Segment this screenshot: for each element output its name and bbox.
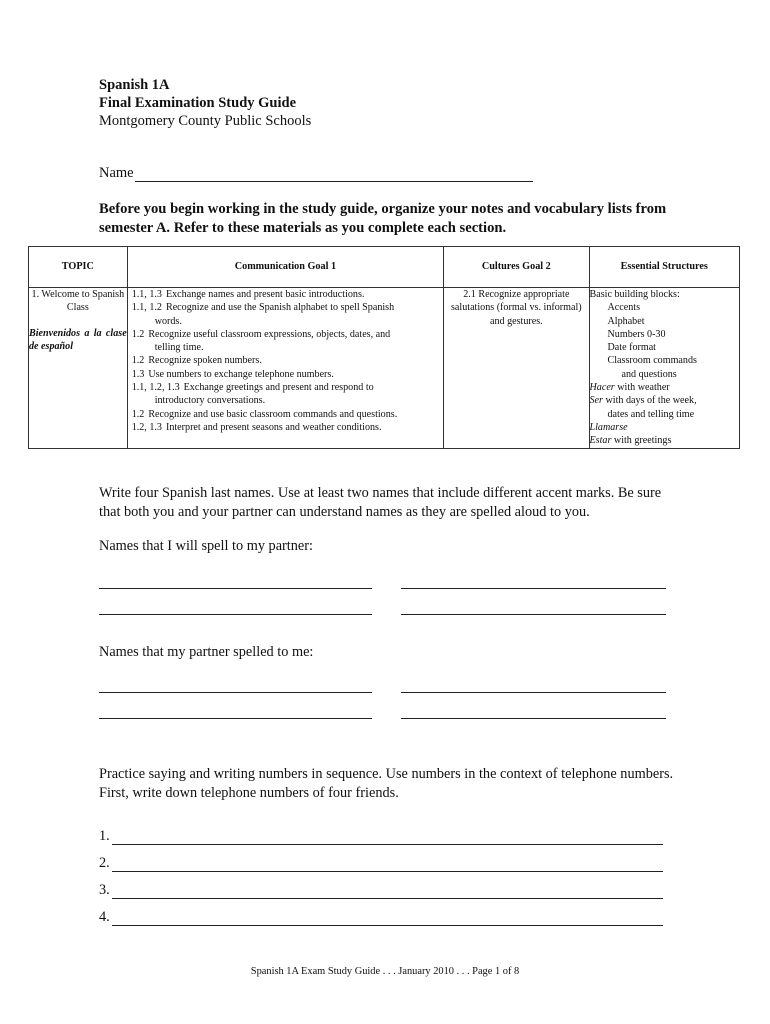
- phone-entry-row: [99, 855, 663, 872]
- phone-entry-line[interactable]: [112, 857, 663, 872]
- communication-goal-line: [128, 328, 443, 341]
- topic-subtitle: Bienvenidos a la clase de español: [29, 327, 127, 352]
- structure-llamarse: Llamarse: [589, 421, 628, 433]
- phone-entry-row: [99, 882, 663, 899]
- answer-line[interactable]: [99, 692, 372, 693]
- phone-entry-line[interactable]: [112, 911, 663, 926]
- name-field[interactable]: [135, 166, 533, 182]
- structures-heading: Basic building blocks:: [589, 289, 680, 300]
- communication-goal-line: [128, 315, 443, 328]
- intro-instructions: Before you begin working in the study guide, organize your notes and vocabulary lists from semester A. Refer to these materials as you complete each section.: [99, 201, 667, 236]
- answer-line[interactable]: [99, 614, 372, 615]
- phone-entry-row: [99, 909, 663, 926]
- page-footer: Spanish 1A Exam Study Guide . . . January 2010 . . . Page 1 of 8: [250, 966, 520, 977]
- communication-goal-line: [128, 381, 443, 394]
- answer-line[interactable]: [401, 692, 666, 693]
- structure-hacer: [590, 381, 740, 394]
- goal-text: introductory conversations.: [154, 395, 266, 407]
- cultures-goal: 2.1 Recognize appropriate salutations (formal vs. informal) and gestures.: [451, 289, 582, 327]
- goal-text: Interpret and present seasons and weather conditions.: [165, 421, 382, 433]
- names-to-partner-label: Names that I will spell to my partner:: [99, 538, 314, 554]
- goal-number: 1.2, 1.3: [131, 421, 162, 433]
- topic-cell: [29, 288, 128, 449]
- course-title: Spanish 1A: [99, 77, 170, 93]
- goal-text: telling time.: [154, 342, 204, 354]
- phone-entry-line[interactable]: [112, 884, 663, 899]
- structure-item: Classroom commands: [607, 355, 697, 367]
- communication-goal-line: [128, 301, 443, 314]
- communication-goal-line: [128, 341, 443, 354]
- hacer-text: with weather: [614, 382, 670, 394]
- telephone-instructions: Practice saying and writing numbers in sequence. Use numbers in the context of telephone numbers. First, write down telephone numbers of four friends.: [99, 766, 674, 801]
- table-row: [29, 288, 740, 449]
- communication-goals-list: [128, 288, 443, 434]
- goal-text: Use numbers to exchange telephone numbers.: [148, 368, 334, 380]
- estar-text: with greetings: [611, 435, 672, 447]
- goal-text: Recognize and use basic classroom commands and questions.: [148, 408, 398, 420]
- goal-number: 1.1, 1.3: [131, 289, 162, 300]
- district-name: Montgomery County Public Schools: [99, 113, 312, 129]
- phone-entry-number: 4.: [99, 909, 110, 925]
- structure-ser-continued: dates and telling time: [607, 408, 695, 420]
- header-structures: Essential Structures: [589, 247, 740, 288]
- phone-entry-number: 3.: [99, 882, 110, 898]
- document-title: Final Examination Study Guide: [99, 95, 297, 111]
- structure-item: Alphabet: [607, 315, 645, 327]
- communication-goal-line: [128, 408, 443, 421]
- communication-cell: [127, 288, 443, 449]
- phone-entry-row: [99, 828, 663, 845]
- structure-ser: [590, 394, 740, 407]
- goal-text: Recognize and use the Spanish alphabet to spell Spanish: [165, 302, 395, 314]
- structure-item-continued: and questions: [621, 368, 677, 380]
- topic-table: [28, 246, 740, 449]
- hacer-verb: Hacer: [589, 382, 615, 394]
- communication-goal-line: [128, 368, 443, 381]
- structure-item: Accents: [607, 302, 641, 314]
- ser-verb: Ser: [589, 395, 603, 407]
- phone-entry-number: 2.: [99, 855, 110, 871]
- structure-item: Numbers 0-30: [607, 328, 666, 340]
- cultures-cell: [444, 288, 589, 449]
- goal-text: Exchange greetings and present and respond to: [183, 382, 374, 394]
- goal-text: words.: [154, 315, 182, 327]
- phone-entry-number: 1.: [99, 828, 110, 844]
- goal-number: 1.3: [131, 368, 145, 380]
- answer-line[interactable]: [99, 588, 372, 589]
- header-cultures: Cultures Goal 2: [444, 247, 589, 288]
- communication-goal-line: [128, 421, 443, 434]
- communication-goal-line: [128, 354, 443, 367]
- ser-text: with days of the week,: [602, 395, 697, 407]
- estar-verb: Estar: [589, 435, 612, 447]
- answer-line[interactable]: [99, 718, 372, 719]
- name-label: Name: [99, 165, 134, 181]
- name-row: [99, 165, 533, 182]
- goal-number: 1.2: [131, 355, 145, 367]
- answer-line[interactable]: [401, 588, 666, 589]
- topic-title: 1. Welcome to Spanish Class: [31, 289, 125, 314]
- goal-text: Recognize useful classroom expressions, objects, dates, and: [148, 328, 391, 340]
- communication-goal-line: [128, 288, 443, 301]
- goal-text: Recognize spoken numbers.: [148, 355, 262, 367]
- goal-number: 1.2: [131, 408, 145, 420]
- goal-number: 1.1, 1.2: [131, 302, 162, 314]
- communication-goal-line: [128, 394, 443, 407]
- table-header-row: [29, 247, 740, 288]
- answer-line[interactable]: [401, 718, 666, 719]
- structure-estar: [590, 434, 740, 447]
- phone-entry-line[interactable]: [112, 830, 663, 845]
- goal-number: 1.2: [131, 328, 145, 340]
- structure-item: Date format: [607, 342, 656, 354]
- goal-text: Exchange names and present basic introductions.: [165, 289, 365, 300]
- names-from-partner-label: Names that my partner spelled to me:: [99, 644, 314, 660]
- structures-cell: [589, 288, 740, 449]
- answer-line[interactable]: [401, 614, 666, 615]
- header-communication: Communication Goal 1: [127, 247, 443, 288]
- last-names-instructions: Write four Spanish last names. Use at least two names that include different accent marks. Be sure that both you and your partner can understand names as they are spelled aloud to you.: [99, 485, 662, 520]
- goal-number: 1.1, 1.2, 1.3: [131, 382, 180, 394]
- header-topic: TOPIC: [29, 247, 128, 288]
